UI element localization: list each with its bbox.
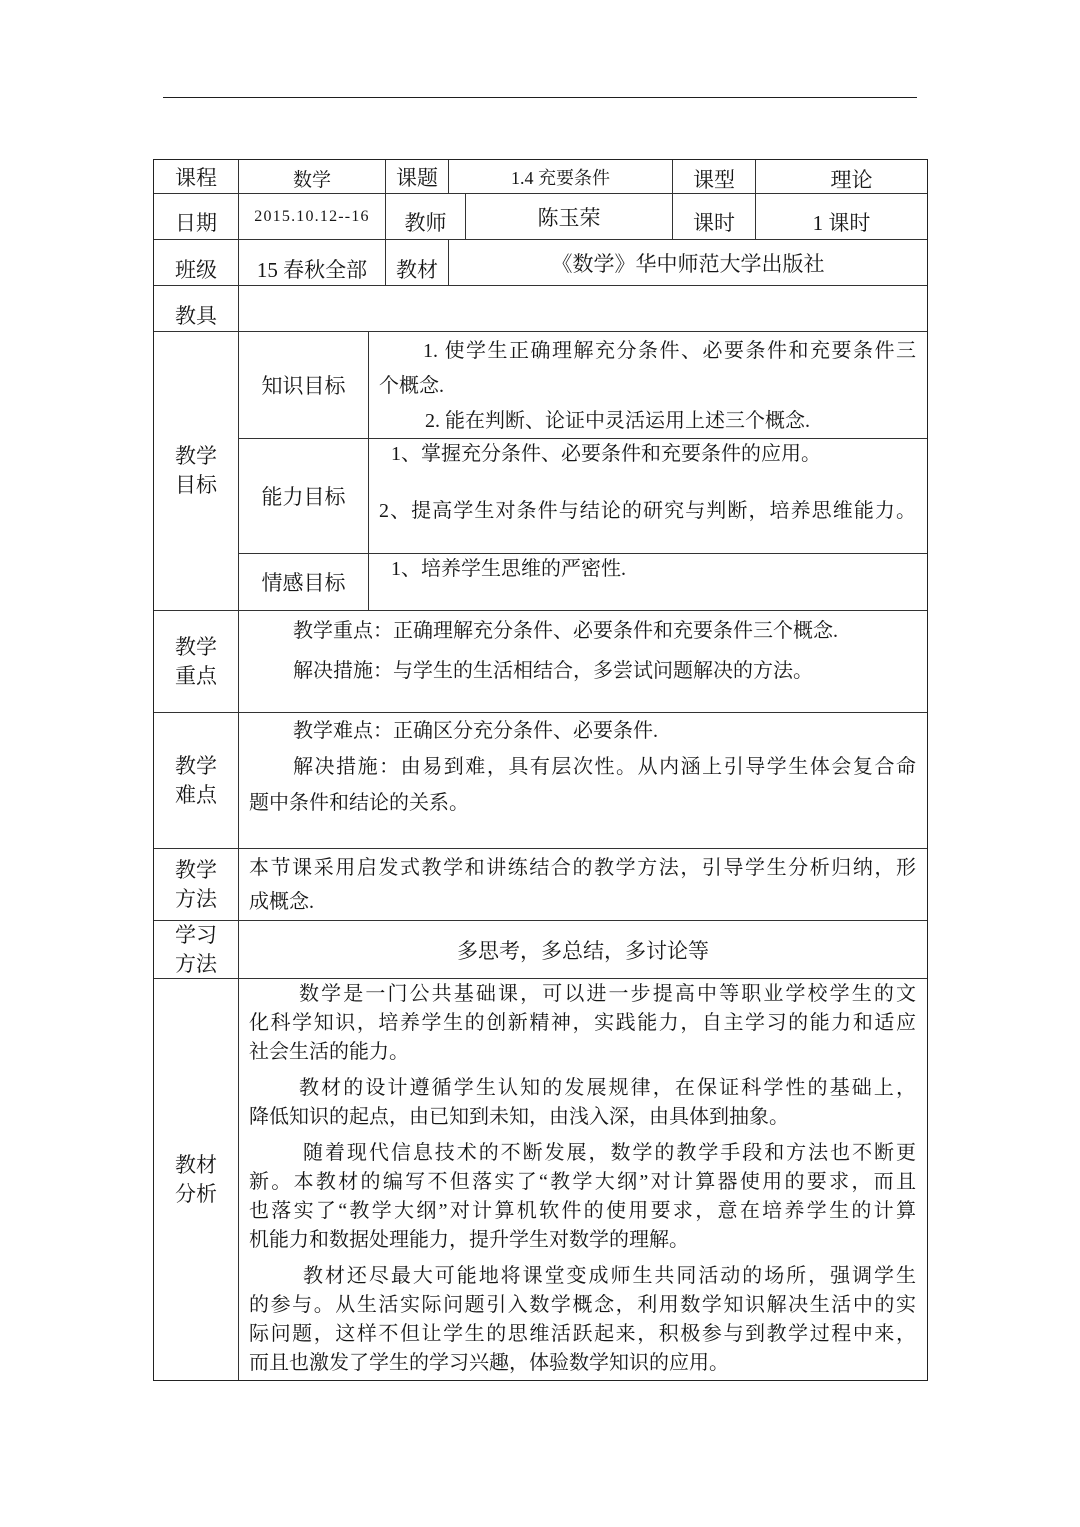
analysis-paragraph [249, 1074, 916, 1132]
difficulties-content [238, 712, 928, 849]
textbook-value: 《数学》华中师范大学出版社 [448, 239, 928, 286]
analysis-line: 化科学知识，培养学生的创新精神，实践能力，自主学习的能力和适应 [249, 1012, 916, 1034]
topic-value: 1.4 充要条件 [448, 159, 673, 194]
analysis-paragraph [249, 1139, 916, 1255]
ability-objective-content [368, 438, 928, 554]
date-label: 日期 [153, 193, 239, 240]
key-points-content [238, 610, 928, 713]
header-rule [163, 97, 917, 98]
teacher-value: 陈玉荣 [465, 193, 673, 240]
textbook-analysis-label [153, 978, 239, 1381]
teaching-method-line: 成概念. [249, 891, 314, 913]
analysis-line: 教材还尽最大可能地将课堂变成师生共同活动的场所，强调学生 [303, 1265, 916, 1287]
analysis-line: 降低知识的起点，由已知到未知，由浅入深，由具体到抽象。 [249, 1106, 789, 1128]
textbook-analysis-label-line: 教材 [175, 1152, 217, 1177]
textbook-analysis-label-line: 分析 [175, 1181, 217, 1206]
course-value: 数学 [238, 159, 386, 194]
analysis-line: 数学是一门公共基础课，可以进一步提高中等职业学校学生的文 [299, 983, 916, 1005]
analysis-line: 教材的设计遵循学生认知的发展规律，在保证科学性的基础上， [299, 1077, 916, 1099]
difficulties-line: 解决措施：由易到难，具有层次性。从内涵上引导学生体会复合命 [293, 756, 916, 778]
key-points-line: 教学重点：正确理解充分条件、必要条件和充要条件三个概念. [293, 620, 838, 642]
objectives-label-line: 目标 [175, 473, 217, 497]
hours-label: 课时 [672, 193, 756, 240]
analysis-line: 际问题，这样不但让学生的思维活跃起来，积极参与到教学过程中来， [249, 1323, 916, 1345]
analysis-paragraph [249, 1262, 916, 1378]
type-label: 课型 [672, 159, 756, 194]
date-value: 2015.10.12--16 [238, 193, 386, 240]
ability-objective-label: 能力目标 [238, 438, 369, 554]
teaching-method-label [153, 848, 239, 921]
learning-method-label-line: 学习 [175, 922, 217, 947]
teacher-label: 教师 [385, 193, 466, 240]
hours-value: 1 课时 [755, 193, 928, 240]
difficulties-line: 教学难点：正确区分充分条件、必要条件. [293, 720, 658, 742]
type-value: 理论 [755, 159, 928, 194]
key-points-label [153, 610, 239, 713]
difficulties-line: 题中条件和结论的关系。 [249, 792, 469, 814]
tools-label: 教具 [153, 285, 239, 332]
analysis-line: 机能力和数据处理能力，提升学生对数学的理解。 [249, 1229, 689, 1251]
knowledge-objective-line: 2. 能在判断、论证中灵活运用上述三个概念. [425, 410, 810, 432]
textbook-analysis-content [238, 978, 928, 1381]
tools-value [238, 285, 928, 332]
analysis-line: 也落实了“教学大纲”对计算机软件的使用要求，意在培养学生的计算 [249, 1200, 916, 1222]
analysis-line: 社会生活的能力。 [249, 1041, 409, 1063]
key-points-label-line: 教学 [175, 634, 217, 659]
class-label: 班级 [153, 239, 239, 286]
difficulties-label-line: 教学 [175, 753, 217, 778]
teaching-method-content [238, 848, 928, 921]
knowledge-objective-label: 知识目标 [238, 331, 369, 439]
difficulties-label [153, 712, 239, 849]
analysis-line: 而且也激发了学生的学习兴趣，体验数学知识的应用。 [249, 1352, 729, 1374]
key-points-line: 解决措施：与学生的生活相结合，多尝试问题解决的方法。 [293, 660, 813, 682]
emotion-objective-line: 1、培养学生思维的严密性. [391, 558, 626, 580]
key-points-label-line: 重点 [175, 663, 217, 688]
analysis-paragraph [249, 980, 916, 1067]
analysis-line: 新。本教材的编写不但落实了“教学大纲”对计算器使用的要求，而且 [249, 1171, 916, 1193]
course-label: 课程 [153, 159, 239, 194]
difficulties-label-line: 难点 [175, 782, 217, 807]
emotion-objective-content [368, 553, 928, 611]
learning-method-label-line: 方法 [175, 951, 217, 976]
teaching-method-label-line: 教学 [175, 857, 217, 882]
learning-method-content: 多思考，多总结，多讨论等 [238, 920, 928, 979]
teaching-method-label-line: 方法 [175, 886, 217, 911]
class-value: 15 春秋全部 [238, 239, 386, 286]
objectives-label-line: 教学 [175, 444, 217, 468]
objectives-label [153, 331, 239, 611]
knowledge-objective-content [368, 331, 928, 439]
emotion-objective-label: 情感目标 [238, 553, 369, 611]
textbook-label: 教材 [385, 239, 449, 286]
analysis-line: 的参与。从生活实际问题引入数学概念，利用数学知识解决生活中的实 [249, 1294, 916, 1316]
teaching-method-line: 本节课采用启发式教学和讲练结合的教学方法，引导学生分析归纳，形 [249, 857, 916, 879]
analysis-line: 随着现代信息技术的不断发展，数学的教学手段和方法也不断更 [303, 1142, 916, 1164]
learning-method-label [153, 920, 239, 979]
ability-objective-line: 2、提高学生对条件与结论的研究与判断，培养思维能力。 [379, 500, 916, 522]
knowledge-objective-line: 个概念. [379, 375, 444, 397]
knowledge-objective-line: 1. 使学生正确理解充分条件、必要条件和充要条件三 [423, 340, 916, 362]
topic-label: 课题 [385, 159, 449, 194]
ability-objective-line: 1、掌握充分条件、必要条件和充要条件的应用。 [391, 443, 821, 465]
